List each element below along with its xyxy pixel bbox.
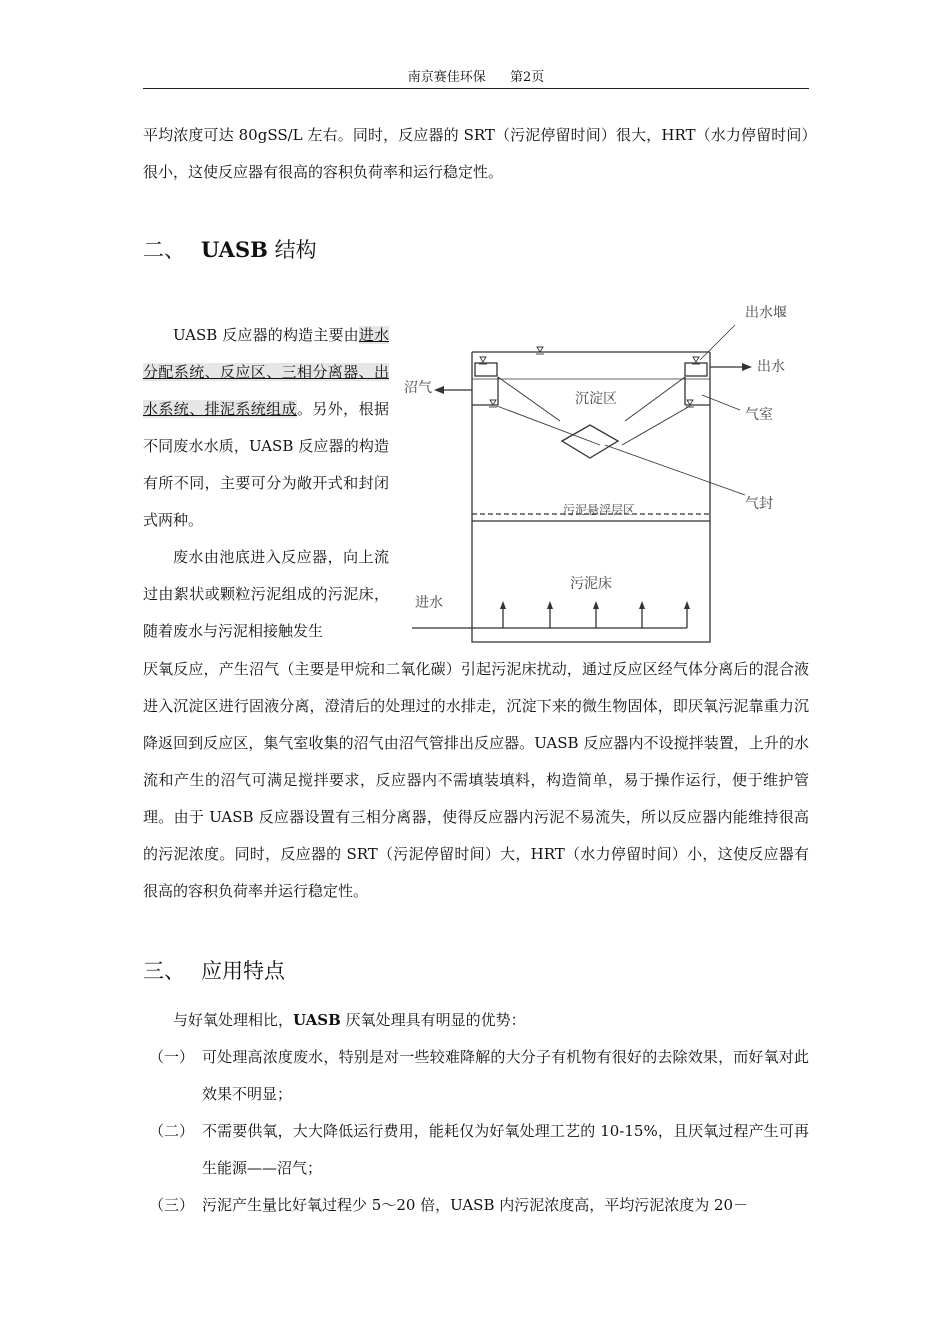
list-item-text: 可处理高浓度废水，特别是对一些较难降解的大分子有机物有很好的去除效果，而好氧对此效果不明显； xyxy=(202,1048,809,1103)
section-2-heading xyxy=(143,235,317,265)
label-outlet-weir: 出水堰 xyxy=(745,305,787,321)
left-outlet-weir xyxy=(475,363,497,376)
header-company: 南京赛佳环保 xyxy=(407,70,486,85)
structure-paragraph-end: 。另外，根据不同废水水质，UASB 反应器的构造有所不同，主要可分为敞开式和封闭式两种。 xyxy=(143,400,389,529)
list-item xyxy=(143,1113,809,1187)
section-3-intro-bold: UASB xyxy=(293,1011,341,1029)
left-column-text xyxy=(143,317,389,650)
structure-paragraph xyxy=(143,317,389,539)
label-sludge-bed: 污泥床 xyxy=(570,576,612,592)
section-3-intro xyxy=(143,1002,809,1039)
structure-paragraph-start: UASB 反应器的构造主要由 xyxy=(173,326,359,344)
label-biogas: 沼气 xyxy=(404,380,432,396)
list-item xyxy=(143,1187,809,1224)
section-3-intro-end: 厌氧处理具有明显的优势： xyxy=(340,1011,526,1029)
uasb-reactor-diagram xyxy=(400,295,800,650)
process-paragraph-continued: 厌氧反应，产生沼气（主要是甲烷和二氧化碳）引起污泥床扰动，通过反应区经气体分离后的混合液进入沉淀区进行固液分离，澄清后的处理过的水排走，沉淀下来的微生物固体，即厌氧污泥靠重力沉降返回到反应区，集气室收集的沼气由沼气管排出反应器。UASB 反应器内不设搅拌装置，上升的水流和产生的沼气可满足搅拌要求，反应器内不需填装填料，构造简单，易于操作运行，便于维护管理。由于 UASB 反应器设置有三相分离器，使得反应器内污泥不易流失，所以反应器内能维持很高的污泥浓度。同时，反应器的 SRT（污泥停留时间）大，HRT（水力停留时间）小，这使反应器有很高的容积负荷率并运行稳定性。 xyxy=(143,660,809,900)
structure-components-highlight: 进水分配系统、反应区、三相分离器、出水系统、排泥系统组成 xyxy=(143,326,389,418)
list-item-text: 不需要供氧，大大降低运行费用，能耗仅为好氧处理工艺的 10-15%，且厌氧过程产生可再生能源——沼气； xyxy=(202,1122,809,1177)
label-inlet: 进水 xyxy=(415,595,443,611)
header-page-number: 第2页 xyxy=(509,70,545,85)
list-item-marker: （三） xyxy=(149,1196,195,1214)
section-3-intro-start: 与好氧处理相比， xyxy=(173,1011,294,1029)
label-gas-chamber: 气室 xyxy=(745,407,773,423)
section-2-title-bold: UASB xyxy=(201,237,268,262)
page-header xyxy=(143,68,809,89)
list-item xyxy=(143,1039,809,1113)
process-paragraph-start: 废水由池底进入反应器，向上流过由絮状或颗粒污泥组成的污泥床，随着废水与污泥相接触发生 xyxy=(143,548,389,640)
intro-paragraph: 平均浓度可达 80gSS/L 左右。同时，反应器的 SRT（污泥停留时间）很大，HRT（水力停留时间）很小，这使反应器有很高的容积负荷率和运行稳定性。 xyxy=(143,126,809,181)
list-item-text: 污泥产生量比好氧过程少 5～20 倍，UASB 内污泥浓度高，平均污泥浓度为 20－ xyxy=(202,1196,749,1214)
right-outlet-weir xyxy=(685,363,707,376)
section-2-number: 二、 xyxy=(143,238,185,262)
list-item-marker: （一） xyxy=(149,1048,195,1066)
section-3-number: 三、 xyxy=(143,959,185,983)
label-gas-seal: 气封 xyxy=(745,496,773,512)
list-item-marker: （二） xyxy=(149,1122,195,1140)
section-3-heading xyxy=(143,956,285,986)
label-settling-zone: 沉淀区 xyxy=(575,391,617,407)
section-2-title-rest: 结构 xyxy=(267,238,317,262)
section-3-title: 应用特点 xyxy=(201,959,285,983)
label-outlet: 出水 xyxy=(757,359,785,375)
label-suspended-layer: 污泥悬浮层区 xyxy=(563,503,636,517)
